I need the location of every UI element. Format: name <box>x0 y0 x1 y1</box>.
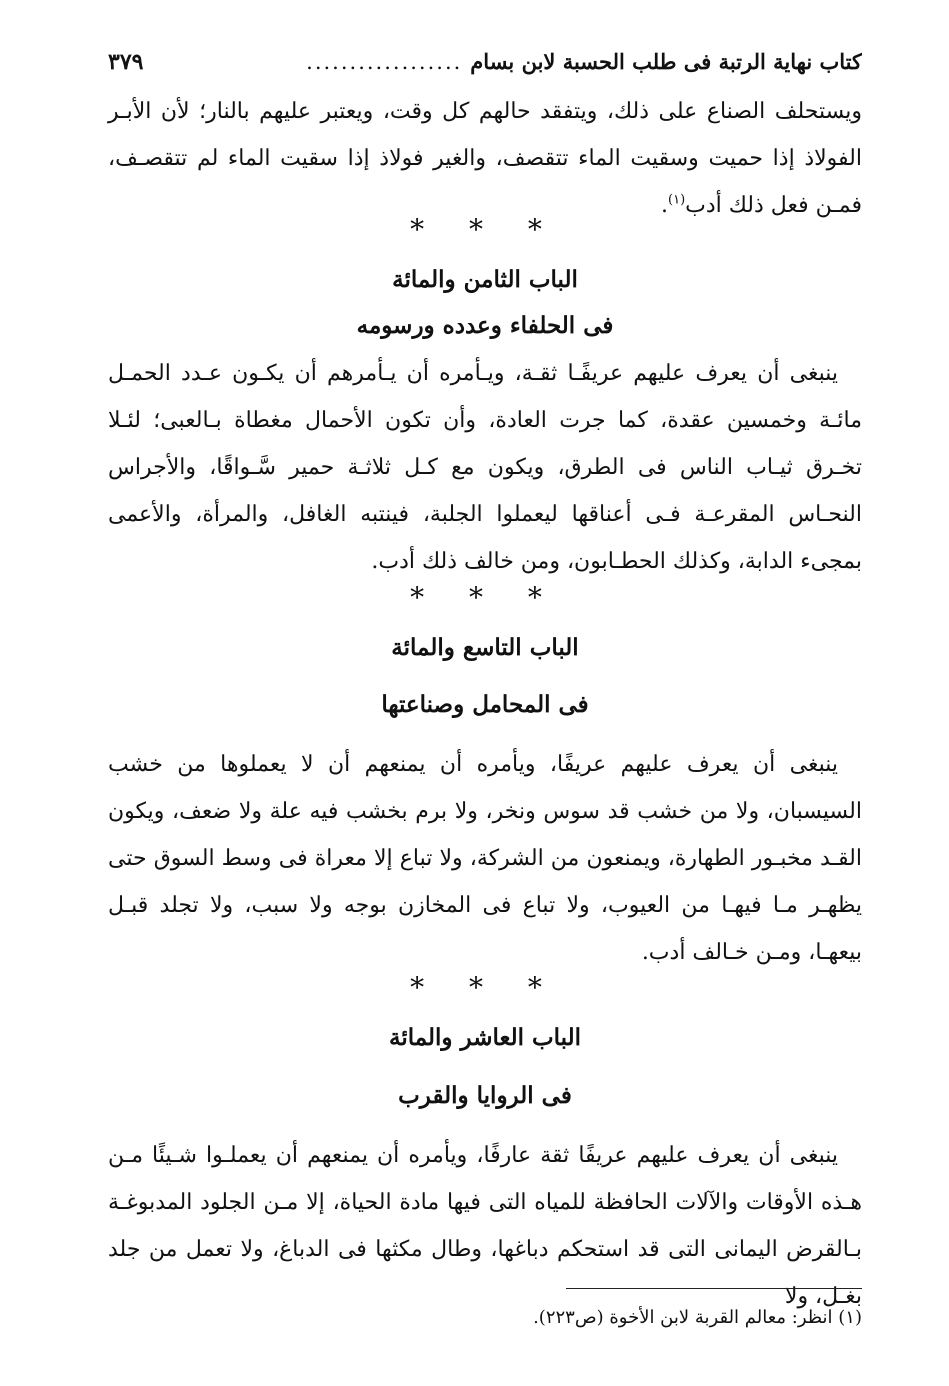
chapter-109-subtitle: فى المحامل وصناعتها <box>381 691 589 718</box>
chapter-109-paragraph: ينبغى أن يعرف عليهم عريفًا، ويأمره أن يمنعهم أن لا يعملوها من خشب السيسبان، ولا من خشب قد سوس ونخر، ولا برم بخشب فيه علة ولا ضعف، ويكون القـد مخبـور الطهارة، ويمنعون من الشركة، ولا تباع إلا معراة فى وسط السوق حتى يظهـر مـا فيهـا من العيوب، ولا تباع فى المخازن بوجه ولا سبب، ولا تجلد قبـل بيعهـا، ومـن خـالف أدب. <box>108 752 862 965</box>
chapter-108-title: الباب الثامن والمائة <box>392 266 578 293</box>
page-number: ٣٧٩ <box>108 49 144 75</box>
intro-end: . <box>661 193 668 218</box>
chapter-110-paragraph: ينبغى أن يعرف عليهم عريفًا ثقة عارفًا، ويأمره أن يمنعهم أن يعملـوا شـيئًا مـن هـذه الأوقات والآلات الحافظة للمياه التى فيها مادة الحياة، إلا مـن الجلود المدبوغـة بـالقرض اليمانى التى قد استحكم دباغها، وطال مكثها فى الدباغ، ولا تعمل من جلد بغـل، ولا <box>108 1143 862 1309</box>
intro-paragraph <box>108 88 862 229</box>
section-separator-2: * * * <box>410 581 560 614</box>
footnote-rule <box>566 1288 862 1289</box>
footnote-reference: (١) <box>668 192 686 208</box>
running-head <box>108 42 862 82</box>
footnote: (١) انظر: معالم القربة لابن الأخوة (ص٢٢٣). <box>533 1307 862 1328</box>
section-separator-1: * * * <box>410 213 560 246</box>
chapter-108-paragraph: ينبغى أن يعرف عليهم عريفًـا ثقـة، ويـأمره أن يـأمرهم أن يكـون عـدد الحمـل مائـة وخمسين عقدة، كما جرت العادة، وأن تكون الأحمال مغطاة بـالعبى؛ لئـلا تخـرق ثيـاب الناس فى الطرق، ويكون مع كـل ثلاثـة حمير سَّـواقًا، والأجراس النحـاس المقرعـة فـى أعناقها ليعملوا الجلبة، فينتبه الغافل، والمرأة، والأعمى بمجىء الدابة، وكذلك الحطـابون، ومن خالف ذلك أدب. <box>108 361 862 574</box>
section-separator-3: * * * <box>410 971 560 1004</box>
chapter-110-title: الباب العاشر والمائة <box>388 1024 582 1051</box>
chapter-108-subtitle: فى الحلفاء وعدده ورسومه <box>356 312 614 339</box>
intro-text: ويستحلف الصناع على ذلك، ويتفقد حالهم كل وقت، ويعتبر عليهم بالنار؛ لأن الأبـر الفولاذ إذا حميت وسقيت الماء تتقصف، والغير فولاذ إذا سقيت الماء لم تتقصـف، فمـن فعل ذلك أدب <box>108 99 862 218</box>
running-head-title: كتاب نهاية الرتبة فى طلب الحسبة لابن بسام <box>470 49 862 74</box>
running-head-leader-dots: .................. <box>306 50 463 74</box>
chapter-110-subtitle: فى الروايا والقرب <box>398 1082 572 1109</box>
chapter-109-title: الباب التاسع والمائة <box>391 634 579 661</box>
